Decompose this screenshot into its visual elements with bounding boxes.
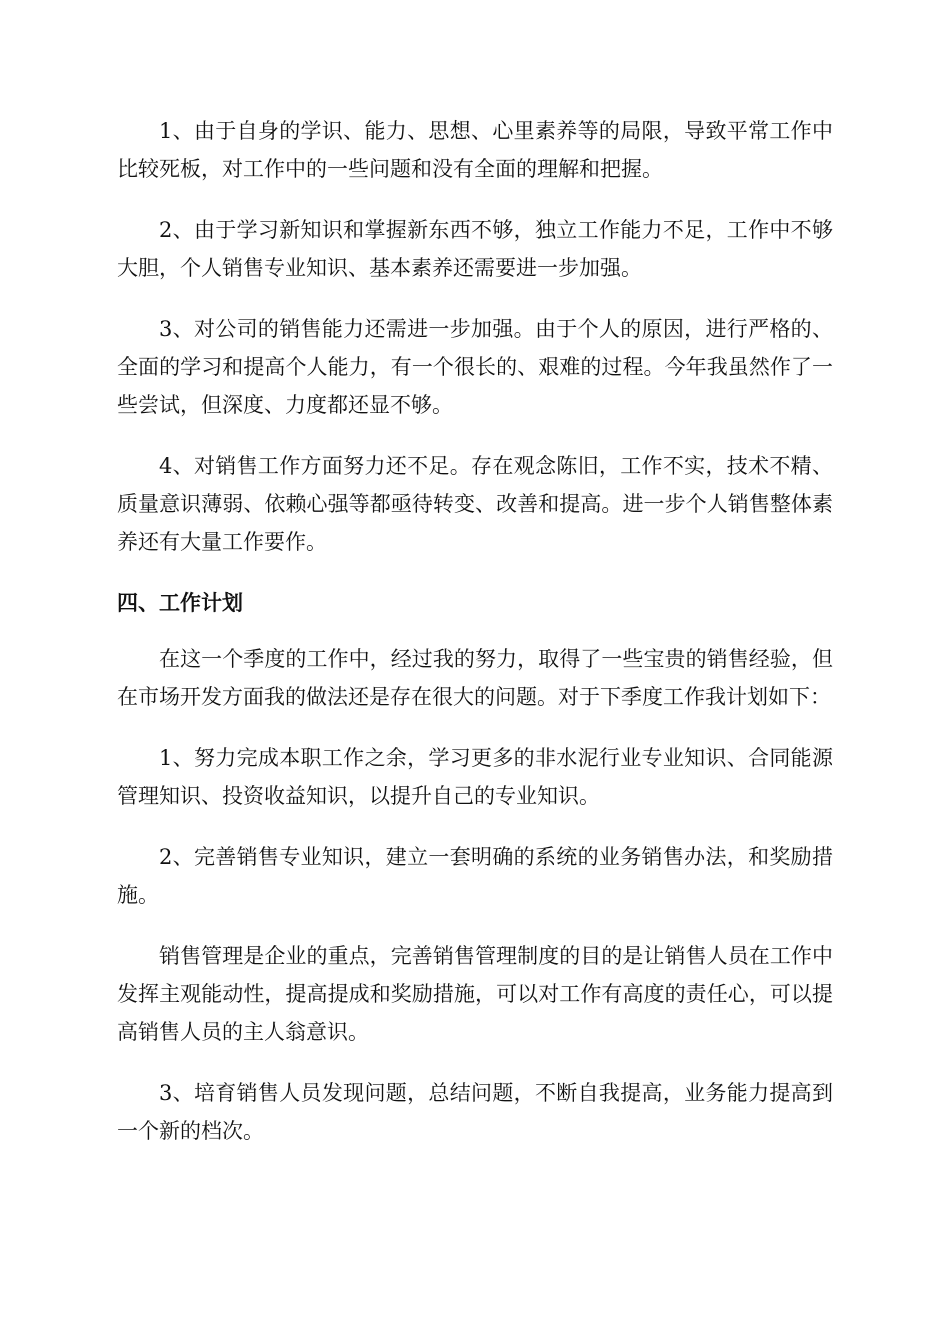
plan-intro-paragraph: 在这一个季度的工作中，经过我的努力，取得了一些宝贵的销售经验，但在市场开发方面我的做法还是存在很大的问题。对于下季度工作我计划如下： xyxy=(117,647,833,709)
problem-paragraph-4: 4、对销售工作方面努力还不足。存在观念陈旧，工作不实，技术不精、质量意识薄弱、依赖心强等都亟待转变、改善和提高。进一步个人销售整体素养还有大量工作要作。 xyxy=(117,454,833,554)
plan-item-1: 1、努力完成本职工作之余，学习更多的非水泥行业专业知识、合同能源管理知识、投资收益知识，以提升自己的专业知识。 xyxy=(117,746,833,808)
sales-management-paragraph: 销售管理是企业的重点，完善销售管理制度的目的是让销售人员在工作中发挥主观能动性，提高提成和奖励措施，可以对工作有高度的责任心，可以提高销售人员的主人翁意识。 xyxy=(117,944,833,1044)
problem-paragraph-2: 2、由于学习新知识和掌握新东西不够，独立工作能力不足，工作中不够大胆，个人销售专业知识、基本素养还需要进一步加强。 xyxy=(117,218,833,280)
plan-item-3: 3、培育销售人员发现问题，总结问题，不断自我提高，业务能力提高到一个新的档次。 xyxy=(117,1081,833,1143)
problem-paragraph-3: 3、对公司的销售能力还需进一步加强。由于个人的原因，进行严格的、全面的学习和提高个人能力，有一个很长的、艰难的过程。今年我虽然作了一些尝试，但深度、力度都还显不够。 xyxy=(117,317,833,417)
problem-paragraph-1: 1、由于自身的学识、能力、思想、心里素养等的局限，导致平常工作中比较死板，对工作中的一些问题和没有全面的理解和把握。 xyxy=(117,119,833,181)
plan-item-2: 2、完善销售专业知识，建立一套明确的系统的业务销售办法，和奖励措施。 xyxy=(117,845,833,907)
section-heading-work-plan: 四、工作计划 xyxy=(117,591,243,615)
document-body xyxy=(117,112,833,1173)
